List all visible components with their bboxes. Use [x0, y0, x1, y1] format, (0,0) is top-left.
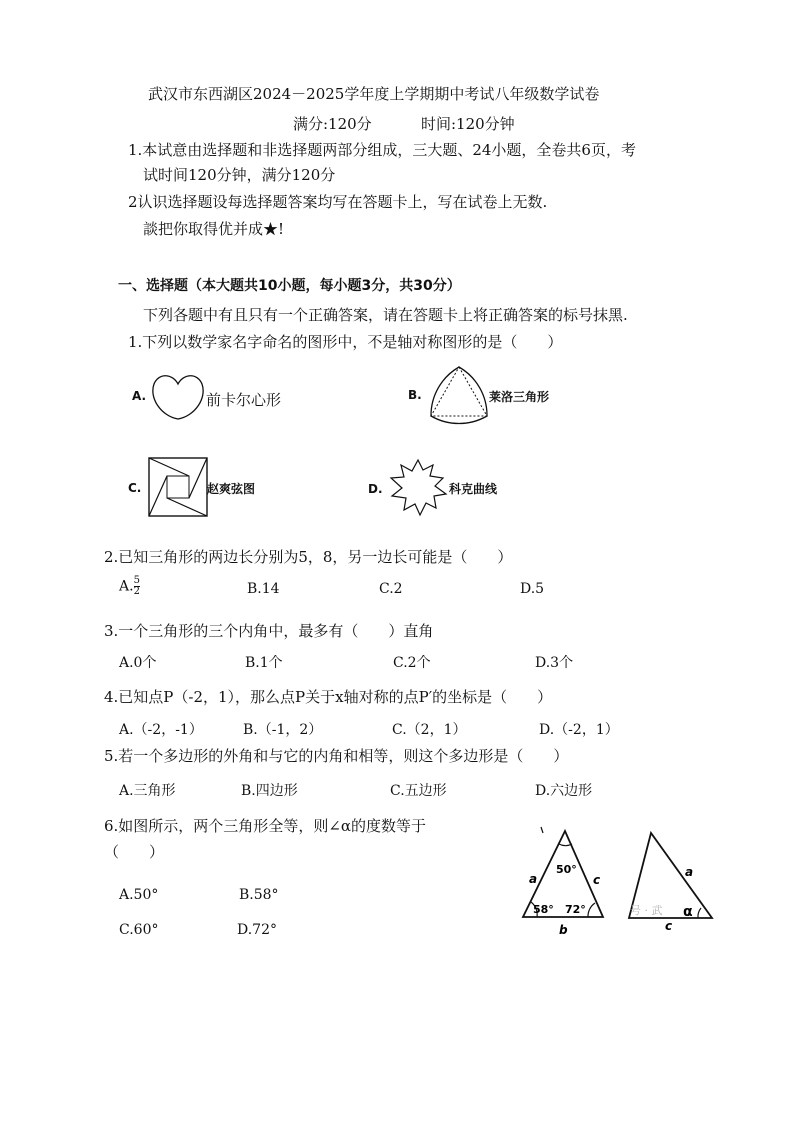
fraction-denominator: 2: [133, 586, 140, 597]
t2-side-c: c: [665, 919, 673, 933]
instruction-line-3: 談把你取得优并成★!: [143, 220, 285, 238]
congruent-triangles-figure: [515, 822, 720, 937]
q1-option-d-letter: D.: [368, 482, 383, 496]
question-6-paren: （ ）: [104, 843, 165, 861]
t1-side-a: a: [529, 872, 538, 886]
q1-option-c-letter: C.: [128, 481, 142, 495]
q6-option-a: A.50°: [119, 887, 159, 903]
t1-angle-right: 72°: [565, 903, 586, 916]
q1-option-c-label: 赵爽弦图: [207, 482, 256, 496]
q2-option-b: B.14: [247, 581, 280, 597]
q1-option-b-letter: B.: [408, 388, 422, 402]
q1-option-a-label: 前卡尔心形: [206, 391, 282, 409]
q2-option-a: [119, 576, 140, 597]
question-5-stem: 5.若一个多边形的外角和与它的内角和相等，则这个多边形是（ ）: [104, 747, 569, 765]
q1-option-a-letter: A.: [132, 389, 147, 403]
q5-option-c: C.五边形: [390, 783, 447, 799]
q4-option-c: C.（2，1）: [392, 722, 467, 738]
instruction-line-2: 2认识选择题设每选择题答案均写在答题卡上，写在试卷上无数.: [128, 193, 548, 211]
exam-title: 武汉市东西湖区2024－2025学年度上学期期中考试八年级数学试卷: [148, 85, 600, 103]
question-2-stem: 2.已知三角形的两边长分别为5，8，另一边长可能是（ ）: [104, 548, 513, 566]
section-heading: 一、选择题（本大题共10小题，每小题3分，共30分）: [118, 278, 461, 294]
q4-option-d: D.（-2，1）: [539, 722, 619, 738]
q5-option-d: D.六边形: [535, 783, 593, 799]
t2-angle-alpha: α: [683, 904, 693, 920]
q2-option-d: D.5: [520, 581, 545, 597]
t1-side-b: b: [559, 923, 568, 937]
instruction-line-1: 1.本试意由选择题和非选择题两部分组成，三大题、24小题，全卷共6页，考: [128, 141, 636, 159]
q2-option-a-fraction: [134, 576, 140, 597]
question-6-stem: 6.如图所示，两个三角形全等，则∠α的度数等于: [104, 817, 427, 835]
full-score: 满分:120分: [293, 115, 372, 133]
q6-option-b: B.58°: [239, 887, 279, 903]
fraction-numerator: 5: [133, 575, 140, 586]
t1-angle-top: 50°: [556, 863, 577, 876]
q3-option-c: C.2个: [393, 655, 431, 671]
instruction-line-1-cont: 试时间120分钟，满分120分: [143, 166, 336, 184]
q6-option-c: C.60°: [119, 922, 159, 938]
q3-option-d: D.3个: [535, 655, 574, 671]
q2-option-a-prefix: A.: [119, 578, 134, 595]
watermark-text: 号 · 武: [630, 904, 663, 917]
question-4-stem: 4.已知点P（-2，1），那么点P关于x轴对称的点P′的坐标是（ ）: [104, 688, 553, 706]
t2-side-a: a: [685, 865, 694, 879]
reuleaux-triangle-figure: [428, 364, 490, 426]
q5-option-a: A.三角形: [119, 783, 176, 799]
q3-option-a: A.0个: [119, 655, 157, 671]
section-intro: 下列各题中有且只有一个正确答案，请在答题卡上将正确答案的标号抹黑.: [143, 306, 628, 324]
t1-angle-left: 58°: [533, 903, 554, 916]
cardioid-figure: [151, 372, 206, 424]
t1-side-c: c: [593, 873, 601, 887]
zhao-shuang-diagram-figure: [148, 457, 208, 517]
koch-snowflake-figure: [388, 458, 448, 518]
q3-option-b: B.1个: [245, 655, 283, 671]
q6-option-d: D.72°: [237, 922, 277, 938]
q4-option-a: A.（-2，-1）: [119, 722, 203, 738]
q4-option-b: B.（-1，2）: [243, 722, 323, 738]
q1-option-d-label: 科克曲线: [449, 482, 498, 496]
q5-option-b: B.四边形: [241, 783, 298, 799]
q1-option-b-label: 莱洛三角形: [489, 390, 550, 404]
time-limit: 时间:120分钟: [421, 115, 515, 133]
question-1-stem: 1.下列以数学家名字命名的图形中，不是轴对称图形的是（ ）: [128, 333, 563, 351]
q2-option-c: C.2: [379, 581, 403, 597]
question-3-stem: 3.一个三角形的三个内角中，最多有（ ）直角: [104, 622, 434, 640]
